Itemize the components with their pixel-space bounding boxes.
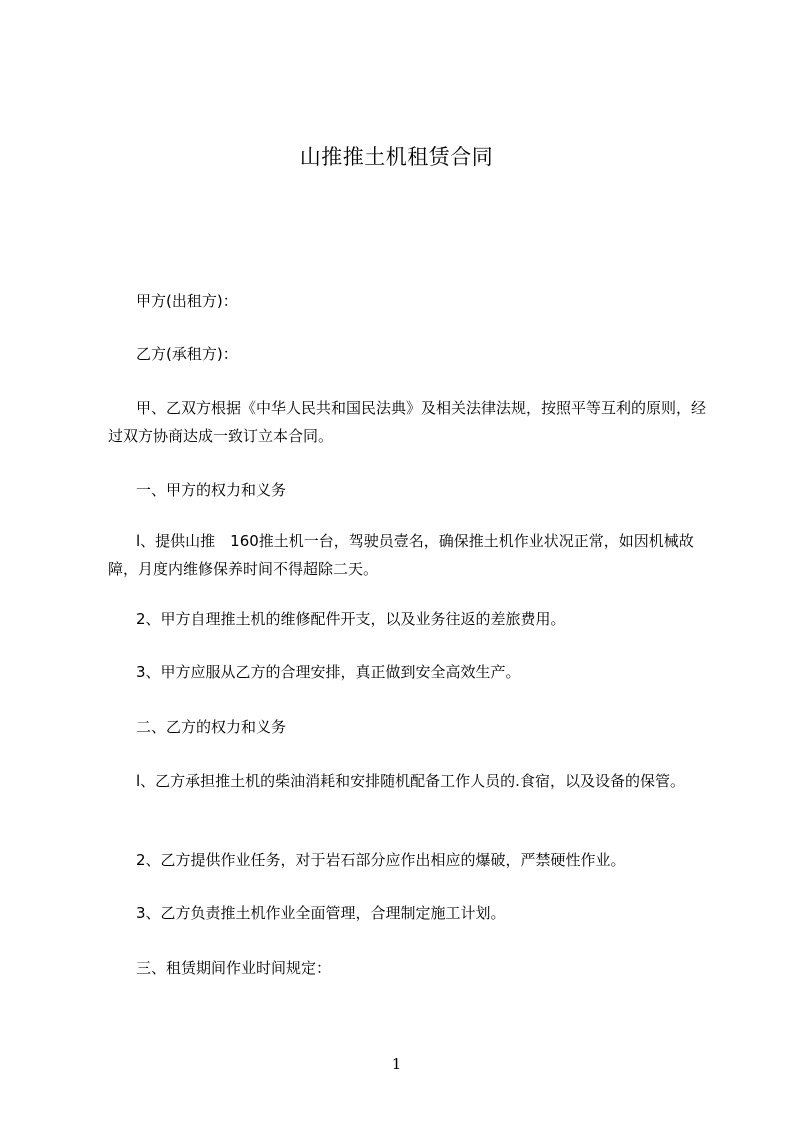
section-2-item-2: 2、乙方提供作业任务，对于岩石部分应作出相应的爆破，严禁硬性作业。 — [136, 851, 626, 869]
party-b-line: 乙方(承租方)： — [136, 345, 238, 363]
page-number: 1 — [391, 1055, 402, 1073]
section-2-heading: 二、乙方的权力和义务 — [136, 718, 287, 736]
section-3-heading: 三、租赁期间作业时间规定： — [136, 959, 332, 977]
intro-paragraph: 甲、乙双方根据《中华人民共和国民法典》及相关法律法规，按照平等互利的原则，经过双方协商达成一致订立本合同。 — [108, 399, 707, 445]
section-1-item-2: 2、甲方自理推土机的维修配件开支，以及业务往返的差旅费用。 — [136, 610, 566, 628]
section-2-item-1: l、乙方承担推土机的柴油消耗和安排随机配备工作人员的.食宿，以及设备的保管。 — [136, 772, 685, 790]
party-a-line: 甲方(出租方)： — [136, 292, 238, 310]
section-2-item-3: 3、乙方负责推土机作业全面管理，合理制定施工计划。 — [136, 904, 506, 922]
section-1-item-3: 3、甲方应服从乙方的合理安排，真正做到安全高效生产。 — [136, 663, 521, 681]
section-1-heading: 一、甲方的权力和义务 — [136, 481, 287, 499]
section-1-item-1: l、提供山推 160推土机一台，驾驶员壹名，确保推土机作业状况正常，如因机械故障，月度内维修保养时间不得超除二天。 — [108, 532, 694, 578]
document-title: 山推推土机租赁合同 — [299, 145, 494, 169]
